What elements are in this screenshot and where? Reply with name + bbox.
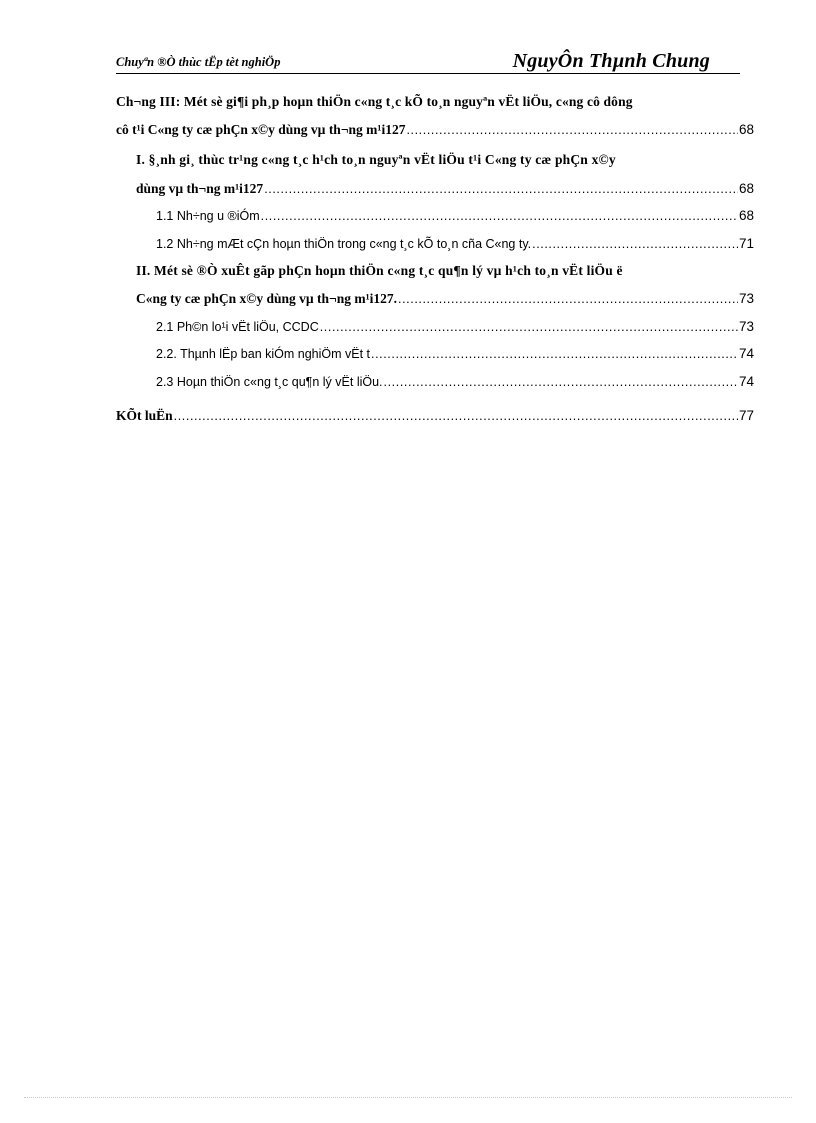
toc-dot-leader	[261, 207, 738, 225]
toc-dot-leader	[406, 121, 738, 139]
toc-page-number: 74	[738, 346, 754, 361]
toc-dot-leader	[174, 407, 738, 425]
toc-page-number: 71	[738, 236, 754, 251]
toc-entry-text: Ch¬ng III: Mét sè gi¶i ph¸p hoµn thiÖn c«ng t¸c kÕ to¸n nguyªn vËt liÖu, c«ng cô dông	[116, 94, 633, 109]
toc-dot-leader	[371, 345, 738, 363]
toc-section-1-line-2[interactable]	[136, 180, 754, 198]
header-author-name: NguyÔn Thµnh Chung	[512, 50, 710, 72]
toc-dot-leader	[264, 180, 738, 198]
toc-subsection-1-2[interactable]	[156, 235, 754, 253]
toc-chapter-3-line-2[interactable]	[116, 121, 754, 139]
toc-page-number: 68	[738, 122, 754, 137]
toc-page-number: 74	[738, 374, 754, 389]
toc-subsection-2-2[interactable]	[156, 345, 754, 363]
toc-dot-leader	[532, 235, 738, 253]
toc-page-number: 77	[738, 408, 754, 423]
running-header	[116, 47, 740, 74]
toc-entry-text: 2.3 Hoµn thiÖn c«ng t¸c qu¶n lý vËt liÖu.	[156, 375, 383, 389]
toc-entry-text: 1.1 Nh÷ng u ®iÓm	[156, 209, 260, 223]
toc-section-1-line-1[interactable]	[136, 151, 740, 169]
toc-entry-text: 1.2 Nh÷ng mÆt cÇn hoµn thiÖn trong c«ng t¸c kÕ to¸n cña C«ng ty.	[156, 237, 532, 251]
toc-dot-leader	[320, 318, 738, 336]
toc-page-number: 73	[738, 319, 754, 334]
toc-section-2-line-1[interactable]	[136, 262, 740, 280]
header-document-type: Chuyªn ®Ò thùc tËp tèt nghiÖp	[116, 55, 281, 69]
toc-conclusion[interactable]	[116, 407, 754, 425]
toc-subsection-2-3[interactable]	[156, 373, 754, 391]
toc-entry-text: dùng vµ th¬ng m¹i127	[136, 181, 264, 196]
toc-page-number: 68	[738, 208, 754, 223]
page-bottom-divider	[24, 1097, 792, 1098]
toc-section-2-line-2[interactable]	[136, 290, 754, 308]
toc-subsection-1-1[interactable]	[156, 207, 754, 225]
toc-entry-text: II. Mét sè ®Ò xuÊt gãp phÇn hoµn thiÖn c«ng t¸c qu¶n lý vµ h¹ch to¸n vËt liÖu ë	[136, 263, 623, 278]
toc-entry-text: 2.2. Thµnh lËp ban kiÓm nghiÖm vËt t	[156, 347, 371, 361]
toc-dot-leader	[398, 290, 738, 308]
toc-dot-leader	[384, 373, 738, 391]
toc-subsection-2-1[interactable]	[156, 318, 754, 336]
toc-entry-text: I. §¸nh gi¸ thùc tr¹ng c«ng t¸c h¹ch to¸n nguyªn vËt liÖu t¹i C«ng ty cæ phÇn x©y	[136, 152, 616, 167]
toc-chapter-3-line-1[interactable]	[116, 93, 740, 111]
toc-entry-text: cô t¹i C«ng ty cæ phÇn x©y dùng vµ th¬ng m¹i127	[116, 122, 406, 137]
toc-entry-text: C«ng ty cæ phÇn x©y dùng vµ th¬ng m¹i127.	[136, 291, 398, 306]
toc-entry-text: 2.1 Ph©n lo¹i vËt liÖu, CCDC	[156, 320, 319, 334]
toc-entry-text: KÕt luËn	[116, 408, 173, 423]
toc-page-number: 73	[738, 291, 754, 306]
toc-page-number: 68	[738, 181, 754, 196]
